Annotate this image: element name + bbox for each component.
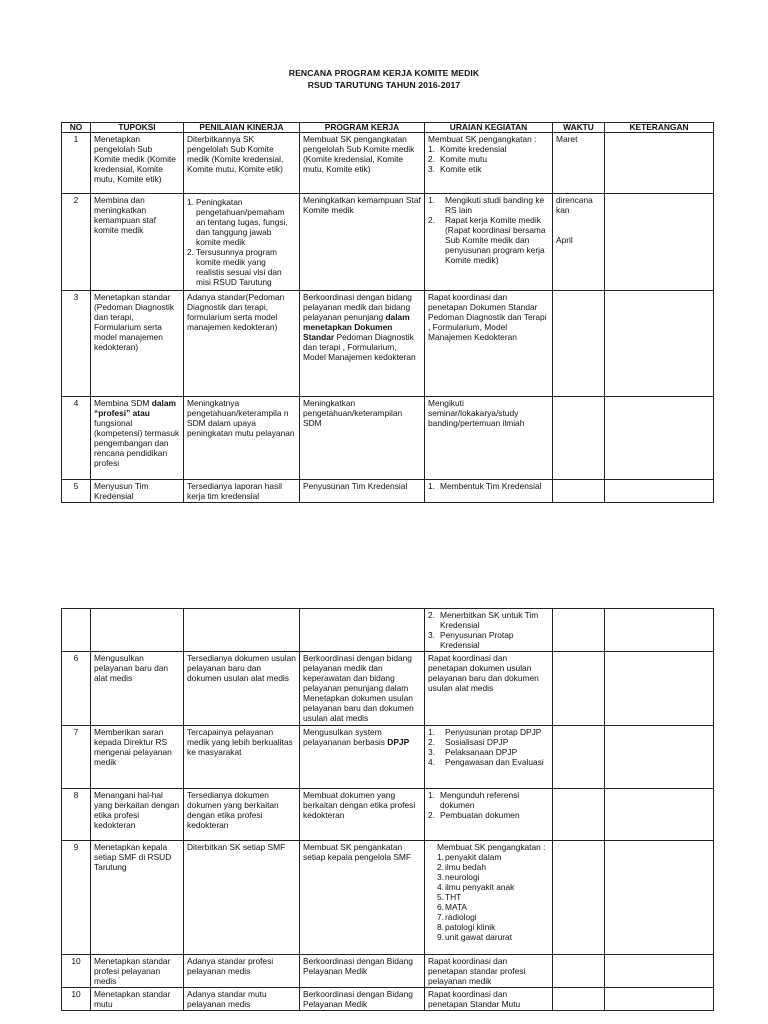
row-number: 3: [62, 291, 91, 397]
keterangan-cell: [605, 955, 714, 988]
tupoksi-cell: Menetapkan standar profesi pelayanan medis: [91, 955, 184, 988]
penilaian-cell: Tersedianya laporan hasil kerja tim kredensial: [184, 480, 300, 503]
keterangan-cell: [605, 194, 714, 291]
penilaian-cell: Tersedianya dokumen usulan pelayanan baru dan dokumen usulan alat medis: [184, 652, 300, 726]
penilaian-cell: Adanya standar(Pedoman Diagnostik dan terapi, formularium serta model manajemen kedokteran): [184, 291, 300, 397]
program-cell: Penyusunan Tim Kredensial: [300, 480, 425, 503]
tupoksi-cell: Memberikan saran kepada Direktur RS mengenai pelayanan medik: [91, 726, 184, 789]
waktu-cell: [553, 955, 605, 988]
list-item: 7. radiologi: [437, 912, 477, 922]
table-row: [62, 726, 714, 789]
list-item: 1. Mengikuti studi banding ke RS lain: [428, 195, 545, 215]
penilaian-cell: Meningkatnya pengetahuan/keterampila n SDM dalam upaya peningkatan mutu pelayanan: [184, 397, 300, 480]
penilaian-cell: [184, 194, 300, 291]
list-item: 1. Penyusunan protap DPJP: [428, 727, 542, 737]
list-item: 4. Pengawasan dan Evaluasi: [428, 757, 544, 767]
program-cell: Berkoordinasi dengan Bidang Pelayanan Medik: [300, 988, 425, 1011]
program-table-page2: [61, 608, 714, 1011]
table-header-row: [62, 123, 714, 133]
uraian-list: [428, 852, 549, 942]
list-item: 3. Pelaksanaan DPJP: [428, 747, 518, 757]
program-cell: [300, 609, 425, 652]
header-uraian-kegiatan: URAIAN KEGIATAN: [425, 123, 553, 133]
list-item: 1. Komite kredensial: [428, 144, 507, 154]
waktu-cell: [553, 988, 605, 1011]
table-row: [62, 988, 714, 1011]
table-row: [62, 397, 714, 480]
table-row: [62, 841, 714, 955]
uraian-list: [428, 790, 549, 820]
list-item: 3. Penyusunan Protap Kredensial: [428, 630, 514, 650]
row-number: 5: [62, 480, 91, 503]
tupoksi-cell: [91, 609, 184, 652]
header-keterangan: KETERANGAN: [605, 123, 714, 133]
row-number: 4: [62, 397, 91, 480]
header-program-kerja: PROGRAM KERJA: [300, 123, 425, 133]
keterangan-cell: [605, 480, 714, 503]
tupoksi-cell: Menyusun Tim Kredensial: [91, 480, 184, 503]
uraian-cell: [425, 726, 553, 789]
penilaian-cell: Diterbitkan SK setiap SMF: [184, 841, 300, 955]
keterangan-cell: [605, 609, 714, 652]
list-item: 2. Sosialisasi DPJP: [428, 737, 509, 747]
uraian-cell: [425, 841, 553, 955]
tupoksi-cell: Menetapkan standar (Pedoman Diagnostik dan terapi, Formularium serta model manajemen kedokteran): [91, 291, 184, 397]
tupoksi-cell: Menetapkan pengelolah Sub Komite medik (Komite kredensial, Komite mutu, Komite etik): [91, 133, 184, 194]
waktu-cell: Maret: [553, 133, 605, 194]
keterangan-cell: [605, 291, 714, 397]
program-cell: Membuat SK pengangkatan pengelolah Sub Komite medik (Komite kredensial, Komite mutu, Komite etik): [300, 133, 425, 194]
document-subtitle: RSUD TARUTUNG TAHUN 2016-2017: [307, 80, 461, 90]
waktu-cell: [553, 841, 605, 955]
row-number: 10: [62, 988, 91, 1011]
program-cell: Meningkatkan kemampuan Staf Komite medik: [300, 194, 425, 291]
list-item: 4. ilmu penyakit anak: [437, 882, 515, 892]
list-item: 1. Mengunduh referensi dokumen: [428, 790, 520, 810]
uraian-intro: Membuat SK pengangkatan :: [437, 842, 546, 852]
list-item: 3. Komite etik: [428, 164, 482, 174]
table-row: [62, 480, 714, 503]
list-item: 2. Pembuatan dokumen: [428, 810, 520, 820]
list-item: 2. Menerbitkan SK untuk Tim Kredensial: [428, 610, 539, 630]
uraian-cell: Mengikuti seminar/lokakarya/study banding/pertemuan ilmiah: [425, 397, 553, 480]
list-item: 1. penyakit dalam: [437, 852, 502, 862]
waktu-month: April: [556, 235, 573, 245]
uraian-list: [428, 481, 549, 491]
waktu-cell: [553, 397, 605, 480]
uraian-cell: Rapat koordinasi dan penetapan Standar Mutu: [425, 988, 553, 1011]
waktu-cell: [553, 789, 605, 841]
row-number: 1: [62, 133, 91, 194]
waktu-cell: [553, 609, 605, 652]
list-item: 2. Tersusunnya program komite medik yang realistis sesuai visi dan misi RSUD Tarutung: [187, 247, 282, 287]
uraian-cell: [425, 609, 553, 652]
uraian-cell: [425, 133, 553, 194]
program-cell: Meningkatkan pengetahuan/keterampilan SDM: [300, 397, 425, 480]
uraian-list: [428, 144, 549, 174]
tupoksi-cell: Menangani hal-hal yang berkaitan dengan etika profesi kedokteran: [91, 789, 184, 841]
program-cell: Membuat SK pengankatan setiap kepala pengelola SMF: [300, 841, 425, 955]
tupoksi-cell: Menetapkan kepala setiap SMF di RSUD Tarutung: [91, 841, 184, 955]
row-number: [62, 609, 91, 652]
penilaian-cell: Tercapainya pelayanan medik yang lebih berkualitas ke masyarakat: [184, 726, 300, 789]
uraian-cell: Rapat koordinasi dan penetapan standar profesi pelayanan medik: [425, 955, 553, 988]
uraian-cell: Rapat koordinasi dan penetapan dokumen usulan pelayanan baru dan dokumen usulan alat medis: [425, 652, 553, 726]
list-item: 5. THT: [437, 892, 462, 902]
penilaian-cell: Diterbitkannya SK pengelolah Sub Komite medik (Komite kredensial, Komite mutu, Komite etik): [184, 133, 300, 194]
penilaian-list: [187, 197, 296, 287]
list-item: 9. unit gawat darurat: [437, 932, 513, 942]
table-row: [62, 194, 714, 291]
list-item: 2. ilmu bedah: [437, 862, 486, 872]
table-row: [62, 609, 714, 652]
penilaian-cell: Tersedianya dokumen dokumen yang berkaitan dengan etika profesi kedokteran: [184, 789, 300, 841]
table-row: [62, 652, 714, 726]
keterangan-cell: [605, 397, 714, 480]
waktu-cell: [553, 480, 605, 503]
header-waktu: WAKTU: [553, 123, 605, 133]
uraian-list: [428, 610, 549, 650]
uraian-cell: [425, 480, 553, 503]
program-cell: Berkoordinasi dengan Bidang Pelayanan Medik: [300, 955, 425, 988]
program-table-page1: [61, 122, 714, 503]
penilaian-cell: [184, 609, 300, 652]
row-number: 8: [62, 789, 91, 841]
row-number: 10: [62, 955, 91, 988]
program-cell: Membuat dokumen yang berkaitan dengan etika profesi kedokteran: [300, 789, 425, 841]
program-cell: Mengusulkan system pelayananan berbasis DPJP: [300, 726, 425, 789]
waktu-cell: [553, 291, 605, 397]
program-cell: Berkoordinasi dengan bidang pelayanan medik dan bidang pelayanan penunjang dalam menetapkan Dokumen Standar Pedoman Diagnostik dan terapi , Formularium, Model Manajemen kedokteran: [300, 291, 425, 397]
list-item: 8. patologi klinik: [437, 922, 496, 932]
list-item: 2. Komite mutu: [428, 154, 488, 164]
keterangan-cell: [605, 988, 714, 1011]
row-number: 6: [62, 652, 91, 726]
table-row: [62, 133, 714, 194]
tupoksi-cell: Mengusulkan pelayanan baru dan alat medis: [91, 652, 184, 726]
list-item: 1. Membentuk Tim Kredensial: [428, 481, 542, 491]
header-no: NO: [62, 123, 91, 133]
waktu-cell: [553, 194, 605, 291]
table-row: [62, 291, 714, 397]
waktu-cell: [553, 652, 605, 726]
keterangan-cell: [605, 841, 714, 955]
row-number: 9: [62, 841, 91, 955]
uraian-cell: [425, 194, 553, 291]
header-penilaian-kinerja: PENILAIAN KINERJA: [184, 123, 300, 133]
document-title: RENCANA PROGRAM KERJA KOMITE MEDIK: [288, 68, 480, 78]
header-tupoksi: TUPOKSI: [91, 123, 184, 133]
keterangan-cell: [605, 789, 714, 841]
keterangan-cell: [605, 133, 714, 194]
penilaian-cell: Adanya standar profesi pelayanan medis: [184, 955, 300, 988]
list-item: 1. Peningkatan pengetahuan/pemaham an tentang tugas, fungsi, dan tanggung jawab komite medik: [187, 197, 288, 247]
uraian-intro: Membuat SK pengangkatan :: [428, 134, 537, 144]
list-item: 2. Rapat kerja Komite medik (Rapat koordinasi bersama Sub Komite medik dan penyusunan program kerja Komite medik): [428, 215, 546, 265]
row-number: 2: [62, 194, 91, 291]
uraian-cell: [425, 789, 553, 841]
program-cell: Berkoordinasi dengan bidang pelayanan medik dan keperawatan dan bidang pelayanan penunjang dalam Menetapkan dokumen usulan pelayanan baru dan dokumen usulan alat medis: [300, 652, 425, 726]
uraian-list: [428, 195, 549, 265]
list-item: 6. MATA: [437, 902, 468, 912]
uraian-list: [428, 727, 549, 767]
tupoksi-cell: Menetapkan standar mutu: [91, 988, 184, 1011]
waktu-planned: direncana kan: [556, 195, 593, 215]
row-number: 7: [62, 726, 91, 789]
keterangan-cell: [605, 652, 714, 726]
tupoksi-cell: Membina dan meningkatkan kemampuan staf komite medik: [91, 194, 184, 291]
tupoksi-cell: Membina SDM dalam “profesi” atau fungsional (kompetensi) termasuk pengembangan dan rencana pendidikan profesi: [91, 397, 184, 480]
list-item: 3. neurologi: [437, 872, 480, 882]
uraian-cell: Rapat koordinasi dan penetapan Dokumen Standar Pedoman Diagnostik dan Terapi , Formularium, Model Manajemen Kedokteran: [425, 291, 553, 397]
table-row: [62, 789, 714, 841]
waktu-cell: [553, 726, 605, 789]
table-row: [62, 955, 714, 988]
keterangan-cell: [605, 726, 714, 789]
penilaian-cell: Adanya standar mutu pelayanan medis: [184, 988, 300, 1011]
